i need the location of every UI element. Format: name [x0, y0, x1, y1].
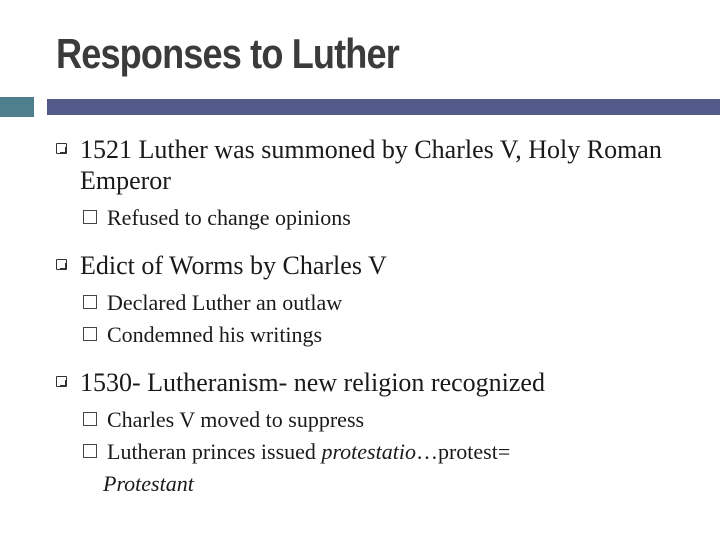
- sub-bullet-text-italic: protestatio: [321, 439, 416, 464]
- bullet-text: 1521 Luther was summoned by Charles V, Holy Roman Emperor: [80, 135, 662, 195]
- sub-bullet-text-continued: Protestant: [103, 471, 194, 496]
- slide-title: Responses to Luther: [56, 30, 399, 77]
- accent-bar: [47, 99, 720, 115]
- box-bullet-icon: [83, 444, 97, 458]
- bullet-item: [52, 250, 692, 281]
- square-bullet-icon: [56, 143, 67, 154]
- sub-bullet-item: [52, 436, 692, 500]
- bullet-item: [52, 134, 692, 196]
- sub-bullet-item: [52, 404, 692, 436]
- bullet-text: Edict of Worms by Charles V: [80, 251, 387, 280]
- sub-bullet-text-a: Lutheran princes issued: [107, 439, 322, 464]
- sub-bullet-item: [52, 202, 692, 234]
- bullet-list: [52, 128, 692, 500]
- sub-bullet-text: Condemned his writings: [107, 322, 323, 347]
- box-bullet-icon: [83, 327, 97, 341]
- accent-square: [0, 97, 34, 117]
- sub-bullet-text-c: …protest=: [415, 439, 511, 464]
- square-bullet-icon: [56, 259, 67, 270]
- box-bullet-icon: [83, 210, 97, 224]
- box-bullet-icon: [83, 295, 97, 309]
- bullet-item: [52, 367, 692, 398]
- square-bullet-icon: [56, 376, 67, 387]
- sub-bullet-text: Declared Luther an outlaw: [107, 290, 343, 315]
- sub-bullet-text: Charles V moved to suppress: [107, 407, 365, 432]
- box-bullet-icon: [83, 412, 97, 426]
- sub-bullet-item: [52, 287, 692, 319]
- bullet-text: 1530- Lutheranism- new religion recognized: [80, 368, 545, 397]
- sub-bullet-item: [52, 319, 692, 351]
- sub-bullet-text: Refused to change opinions: [107, 205, 351, 230]
